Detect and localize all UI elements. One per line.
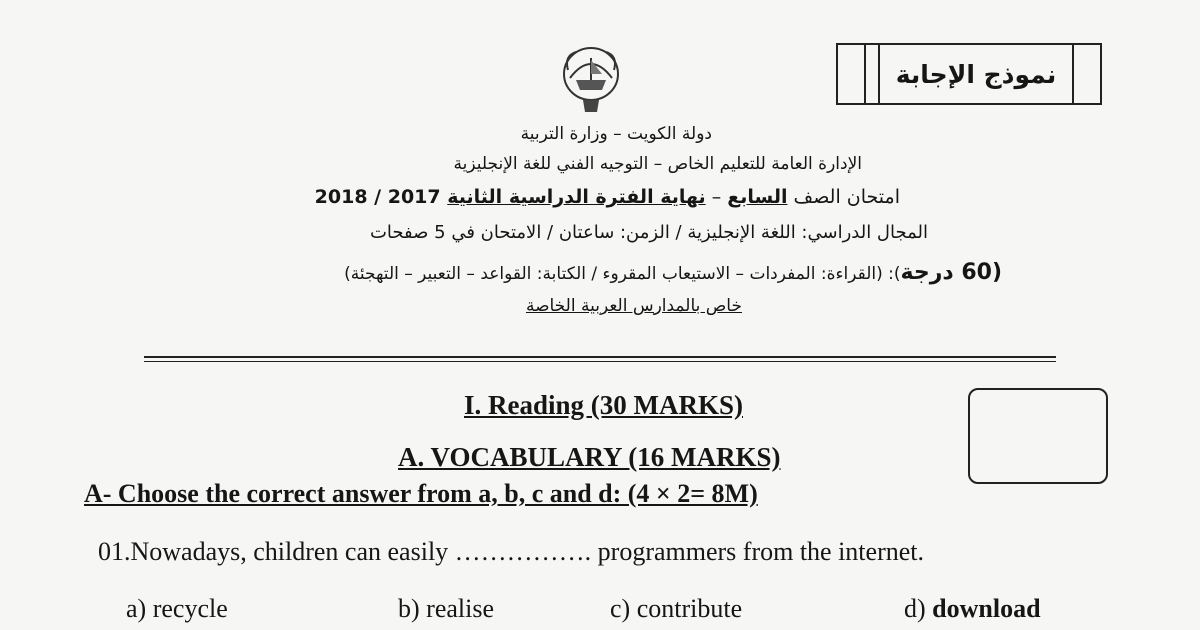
kuwait-emblem-icon	[560, 44, 622, 114]
header-line-schools: خاص بالمدارس العربية الخاصة	[525, 296, 742, 316]
option-text: realise	[426, 594, 495, 623]
total-marks: (60 درجة	[900, 260, 1002, 285]
option-text: download	[932, 594, 1041, 623]
option-prefix: c)	[610, 594, 637, 623]
option-d-correct	[904, 594, 1041, 624]
answer-key-box	[836, 43, 1102, 105]
answer-key-box-cell	[1072, 45, 1100, 103]
marks-breakdown: ): (القراءة: المفردات – الاستيعاب المقروء / الكتابة: القواعد – التعبير – التهجئة)	[344, 264, 901, 284]
answer-key-box-cell	[866, 45, 880, 103]
option-prefix: a)	[126, 594, 153, 623]
option-text: contribute	[636, 594, 743, 623]
option-b	[398, 594, 494, 624]
header-line-ministry: دولة الكويت – وزارة التربية	[520, 124, 712, 144]
score-box	[968, 388, 1108, 484]
exam-dash: –	[705, 186, 728, 208]
answer-key-box-cell	[838, 45, 866, 103]
header-line-department: الإدارة العامة للتعليم الخاص – التوجيه الفني للغة الإنجليزية	[453, 154, 862, 174]
option-c	[610, 594, 742, 624]
option-text: recycle	[152, 594, 228, 623]
section-subtitle: A. VOCABULARY (16 MARKS)	[398, 442, 781, 472]
option-prefix: d)	[904, 594, 933, 623]
question-text: 01.Nowadays, children can easily ……………. programmers from the internet.	[98, 537, 924, 566]
header-line-marks	[344, 260, 1002, 285]
header-line-subject: المجال الدراسي: اللغة الإنجليزية / الزمن: ساعتان / الامتحان في 5 صفحات	[369, 222, 928, 243]
header-line-exam	[315, 186, 900, 208]
divider	[144, 361, 1056, 362]
exam-term: نهاية الفترة الدراسية الثانية	[447, 186, 706, 208]
option-prefix: b)	[398, 594, 427, 623]
exam-year: 2017 / 2018	[314, 186, 448, 208]
exam-grade: السابع	[727, 186, 788, 208]
instruction: A- Choose the correct answer from a, b, c and d: (4 × 2= 8M)	[84, 479, 758, 508]
option-a	[126, 594, 228, 624]
exam-prefix: امتحان الصف	[787, 186, 900, 208]
section-title: I. Reading (30 MARKS)	[464, 390, 744, 420]
divider	[144, 356, 1056, 358]
answer-key-label: نموذج الإجابة	[895, 59, 1057, 89]
